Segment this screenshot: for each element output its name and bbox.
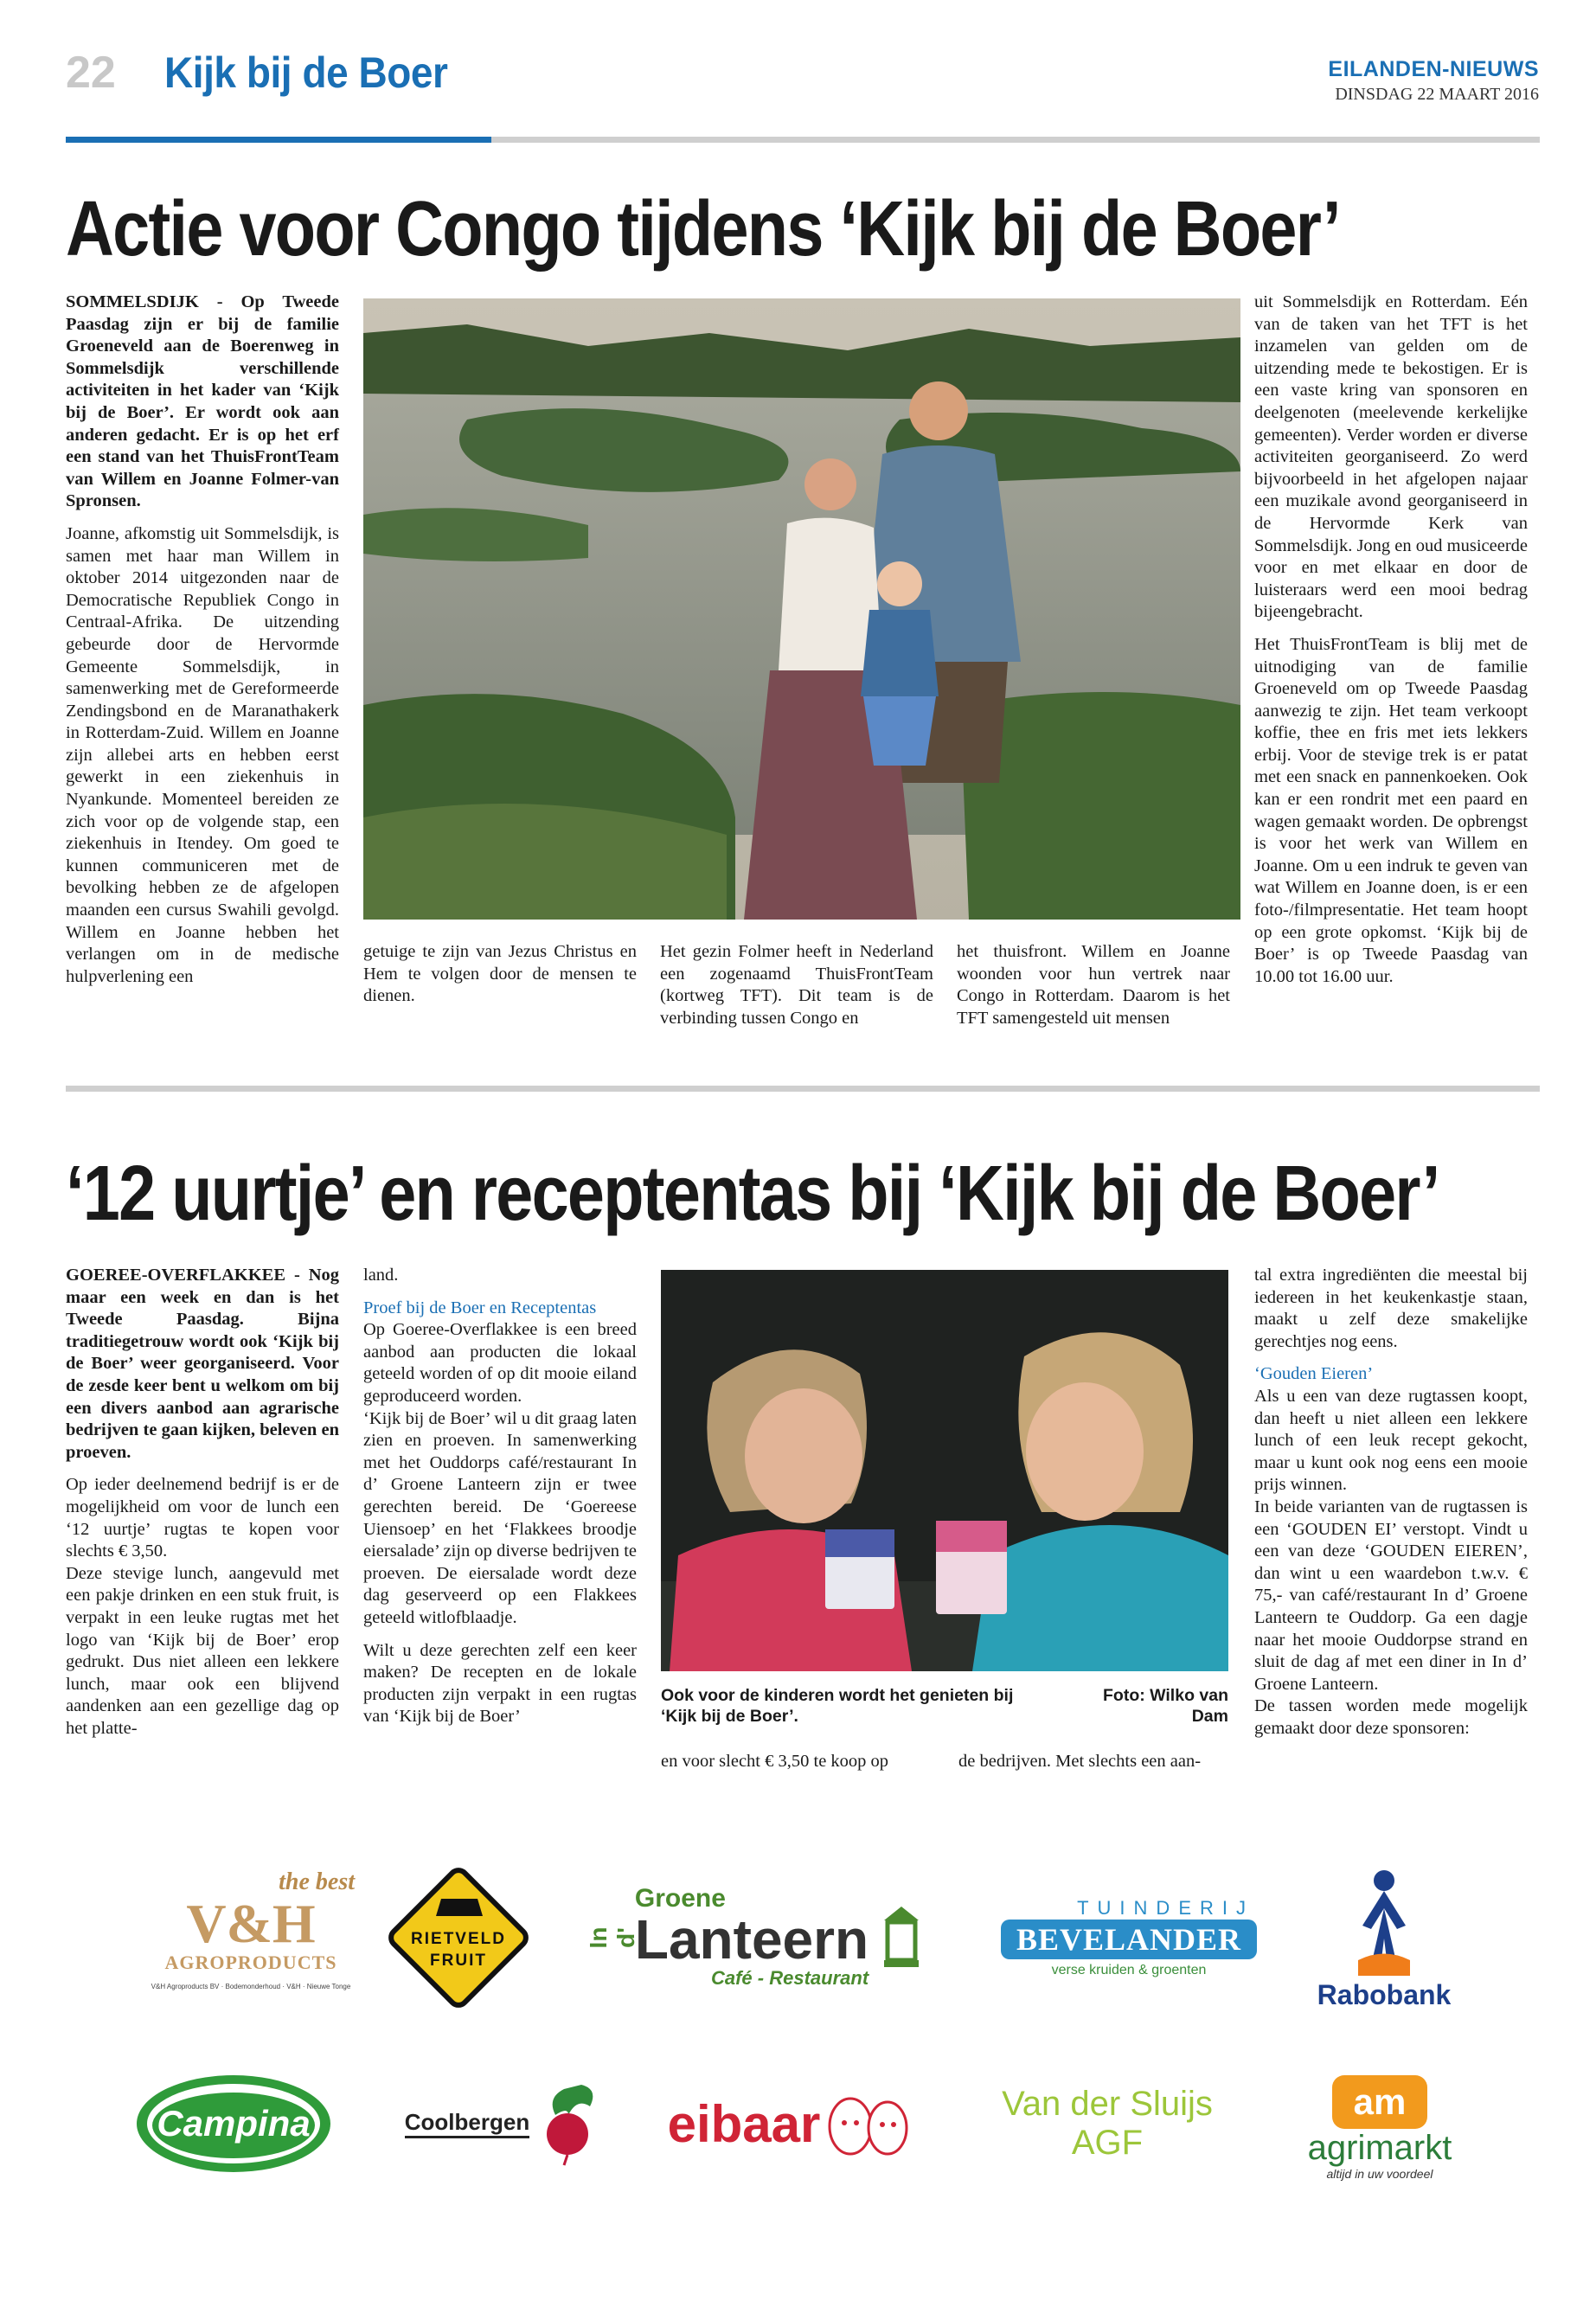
eibaar-wordmark: eibaar <box>667 2094 821 2153</box>
article1-col3-text: Het gezin Folmer heeft in Nederland een zogenaamd ThuisFrontTeam (kortweg TFT). Dit team is de verbinding tussen Congo en <box>660 942 933 1028</box>
header-rule-accent <box>66 137 491 143</box>
sponsor-logo-coolbergen <box>389 2076 623 2171</box>
agrimarkt-wordmark: agrimarkt <box>1307 2129 1452 2167</box>
sponsor-logo-eibaar <box>662 2076 921 2171</box>
rietveld-line-2: FRUIT <box>430 1952 487 1970</box>
article1-column-2 <box>363 941 637 1018</box>
vh-tagline: the best <box>279 1868 355 1895</box>
article2-col2-paragraph-2: ‘Kijk bij de Boer’ wil u dit graag laten zien en proeven. In samenwerking met het Ouddorps café/restaurant In d’ Groene Lanteern zijn er twee gerechten bereid. De ‘Goereese Uiensoep’ en het ‘Flakkees broodje eiersalade’ zijn op diverse bedrijven te proeven. De eiersalade wordt deze dag geserveerd op een Flakkees geteeld witlofblaadje. <box>363 1408 637 1627</box>
sponsor-logo-groene-lanteern <box>558 1877 965 1998</box>
bevelander-top: TUINDERIJ <box>1077 1897 1254 1919</box>
lanteern-subtitle: Café - Restaurant <box>710 1967 869 1989</box>
article2-subhead-proef: Proef bij de Boer en Receptentas <box>363 1298 597 1317</box>
lanteern-groene: Groene <box>634 1884 726 1913</box>
coolbergen-wordmark: Coolbergen <box>405 2109 529 2138</box>
article-divider <box>66 1086 1540 1092</box>
article2-column-5 <box>1254 1265 1528 1750</box>
article1-headline: Actie voor Congo tijdens ‘Kijk bij de Boer’ <box>66 186 1340 272</box>
lanteern-wordmark: Lanteern <box>634 1908 869 1971</box>
sponsor-logo-vh-agroproducts <box>121 1856 381 2003</box>
rabobank-wordmark: Rabobank <box>1317 1978 1452 2010</box>
sponsor-logo-rietveld-fruit <box>381 1860 536 2016</box>
article1-column-3 <box>660 941 933 1040</box>
sluijs-line-2: AGF <box>1071 2124 1144 2162</box>
sponsor-logo-agrimarkt <box>1272 2063 1488 2193</box>
article2-photo-children <box>661 1270 1228 1671</box>
article1-col5-paragraph-2: Het ThuisFrontTeam is blij met de uitnodiging van de familie Groeneveld om op Tweede Paasdag aanwezig te zijn. Het team verkoopt koffie, thee en fris met iets lekkers erbij. Voor de stevige trek is er patat met een snack en pannenkoeken. Ook kan er een rondrit met een paard en wagen gemaakt worden. De opbrengst is voor het werk van Willem en Joanne. Om u een indruk te geven van wat Willem en Joanne doen, is er een foto-/filmpresentatie. Het team hoopt op een grote opkomst. ‘Kijk bij de Boer’ is op Tweede Paasdag van 10.00 tot 16.00 uur. <box>1254 634 1528 986</box>
article1-col2-text: getuige te zijn van Jezus Christus en Hem te volgen door de mensen te dienen. <box>363 942 637 1006</box>
article1-col1-text: Joanne, afkomstig uit Sommelsdijk, is samen met haar man Willem in oktober 2014 uitgezonden naar de Democratische Republiek Congo in Centraal-Afrika. De uitzending gebeurde door de Hervormde Gemeente Sommelsdijk, in samenwerking met de Gereformeerde Zendingsbond en de Maranathakerk in Rotterdam-Zuid. Willem en Joanne zijn allebei arts en hebben eerst gewerkt in een ziekenhuis in Nyankunde. Momenteel bereiden ze zich voor op de volgende stap, een ziekenhuis in Itendey. Om goed te kunnen communiceren met de bevolking hebben ze de afgelopen maanden een cursus Swahili gevolgd. Willem en Joanne hebben het verlangen om in de medische hulpverlening een <box>66 523 339 986</box>
article2-lead: GOEREE-OVERFLAKKEE - Nog maar een week en dan is het Tweede Paasdag. Bijna traditiegetrouw wordt ook ‘Kijk bij de Boer’ weer georganiseerd. Voor de zesde keer bent u welkom om bij een divers aanbod aan agrarische bedrijven te gaan kijken, beleven en proeven. <box>66 1266 339 1462</box>
article2-col5-paragraph-1: tal extra ingrediënten die meestal bij iedereen in het keukenkastje staan, maakt u zelf deze smakelijke gerechtjes nog eens. <box>1254 1266 1528 1351</box>
article2-column-1 <box>66 1265 339 1750</box>
article1-lead: SOMMELSDIJK - Op Tweede Paasdag zijn er bij de familie Groeneveld aan de Boerenweg in Sommelsdijk verschillende activiteiten in het kader van ‘Kijk bij de Boer’. Er wordt ook aan anderen gedacht. Er is op het erf een stand van het ThuisFrontTeam van Willem en Joanne Folmer-van Spronsen. <box>66 292 339 511</box>
article2-col5-paragraph-4: De tassen worden mede mogelijk gemaakt door deze sponsoren: <box>1254 1696 1528 1738</box>
section-title: Kijk bij de Boer <box>164 48 448 97</box>
radish-icon <box>529 2080 607 2167</box>
article2-headline: ‘12 uurtje’ en receptentas bij ‘Kijk bij de Boer’ <box>66 1150 1439 1237</box>
agrimarkt-badge: am <box>1332 2075 1427 2129</box>
bevelander-wordmark: BEVELANDER <box>1001 1920 1257 1959</box>
lantern-icon <box>875 1903 927 1972</box>
article1-photo-family <box>363 298 1240 920</box>
article1-column-1 <box>66 292 339 998</box>
article2-col2-paragraph-1: Op Goeree-Overflakkee is een breed aanbod aan producten die lokaal geteeld worden of op dit mooie eiland geproduceerd worden. <box>363 1320 637 1406</box>
article2-col2-paragraph-3: Wilt u deze gerechten zelf een keer maken? De recepten en de lokale producten zijn verpakt in een rugtas van ‘Kijk bij de Boer’ <box>363 1640 637 1727</box>
family-photo-illustration <box>363 298 1240 920</box>
article2-col2-paragraph-0: land. <box>363 1266 399 1285</box>
sponsor-logo-tuinderij-bevelander <box>986 1873 1272 2003</box>
bevelander-subtitle: verse kruiden & groenten <box>1051 1963 1207 1977</box>
photo-caption: Ook voor de kinderen wordt het genieten bij ‘Kijk bij de Boer’. <box>661 1686 1014 1726</box>
article2-column-3 <box>661 1751 934 1784</box>
photo-credit: Foto: Wilko van Dam <box>1103 1686 1228 1726</box>
vh-subtitle: AGROPRODUCTS <box>164 1951 337 1973</box>
article1-column-4 <box>957 941 1230 1040</box>
article1-col4-text: het thuisfront. Willem en Joanne woonden voor hun vertrek naar Congo in Rotterdam. Daarom is het TFT samengesteld uit mensen <box>957 942 1230 1028</box>
article1-col5-paragraph-1: uit Sommelsdijk en Rotterdam. Eén van de taken van het TFT is het inzamelen van gelden om de uitzending mede te bekostigen. Er is een vaste kring van sponsoren en deelgenoten (meelevende kerkelijke gemeenten). Verder worden er diverse activiteiten georganiseerd. Zo werd bijvoorbeeld in het afgelopen najaar een muzikale avond georganiseerd in de Hervormde Kerk van Sommelsdijk. Jong en oud musiceerde voor en met elkaar en door de luisteraars werd een mooi bedrag bijeengebracht. <box>1254 292 1528 622</box>
vh-footer: V&H Agroproducts BV · Bodemonderhoud · V&H · Nieuwe Tonge <box>151 1982 351 1990</box>
sponsor-logo-van-der-sluijs <box>977 2067 1237 2180</box>
sponsor-logo-campina <box>130 2067 337 2180</box>
article2-column-2 <box>363 1265 637 1739</box>
article2-col3-text: en voor slecht € 3,50 te koop op <box>661 1752 889 1771</box>
agrimarkt-tagline: altijd in uw voordeel <box>1326 2167 1433 2181</box>
children-photo-illustration <box>661 1270 1228 1671</box>
campina-wordmark: Campina <box>157 2103 311 2144</box>
newspaper-name: EILANDEN-NIEUWS <box>1328 57 1539 81</box>
lanteern-ind: In d' <box>584 1926 639 1949</box>
egg-characters-icon <box>820 2085 915 2163</box>
rietveld-line-1: RIETVELD <box>411 1930 506 1949</box>
vh-wordmark: V&H <box>186 1892 316 1954</box>
sponsor-logo-rabobank <box>1298 1851 1471 2024</box>
article2-subhead-gouden-eieren: ‘Gouden Eieren’ <box>1254 1364 1374 1384</box>
page-number: 22 <box>66 48 116 98</box>
article2-col5-paragraph-3: In beide varianten van de rugtassen is een ‘GOUDEN EI’ verstopt. Vindt u een van deze ‘GOUDEN EIEREN’, dan wint u een waardebon t.w.v. € 75,- van café/restaurant In d’ Groene Lanteern te Ouddorp. Ga een dagje naar het mooie Ouddorpse strand en sluit de dag af met een diner in In d’ Groene Lanteern. <box>1254 1497 1528 1694</box>
article2-column-4 <box>958 1751 1232 1784</box>
sluijs-line-1: Van der Sluijs <box>1002 2085 1213 2123</box>
article2-col1-paragraph-2: Deze stevige lunch, aangevuld met een pakje drinken en een stuk fruit, is verpakt in een leuke rugtas met het logo van ‘Kijk bij de Boer’ erop gedrukt. Dus niet alleen een lekkere lunch, maar ook een blijvend aandenken aan een gezellige dag op het platte- <box>66 1563 339 1738</box>
article1-column-5 <box>1254 292 1528 998</box>
article2-col1-paragraph-1: Op ieder deelnemend bedrijf is er de mogelijkheid om voor de lunch een ‘12 uurtje’ rugtas te kopen voor slechts € 3,50. <box>66 1475 339 1561</box>
issue-date: DINSDAG 22 MAART 2016 <box>1335 85 1539 104</box>
article2-col4-text: de bedrijven. Met slechts een aan- <box>958 1752 1202 1771</box>
article2-col5-paragraph-2: Als u een van deze rugtassen koopt, dan heeft u niet alleen een lekkere lunch of een leuk recept gekocht, maar u kunt ook nog eens een mooie prijs winnen. <box>1254 1386 1528 1495</box>
rabobank-figure-icon <box>1345 1865 1423 1977</box>
